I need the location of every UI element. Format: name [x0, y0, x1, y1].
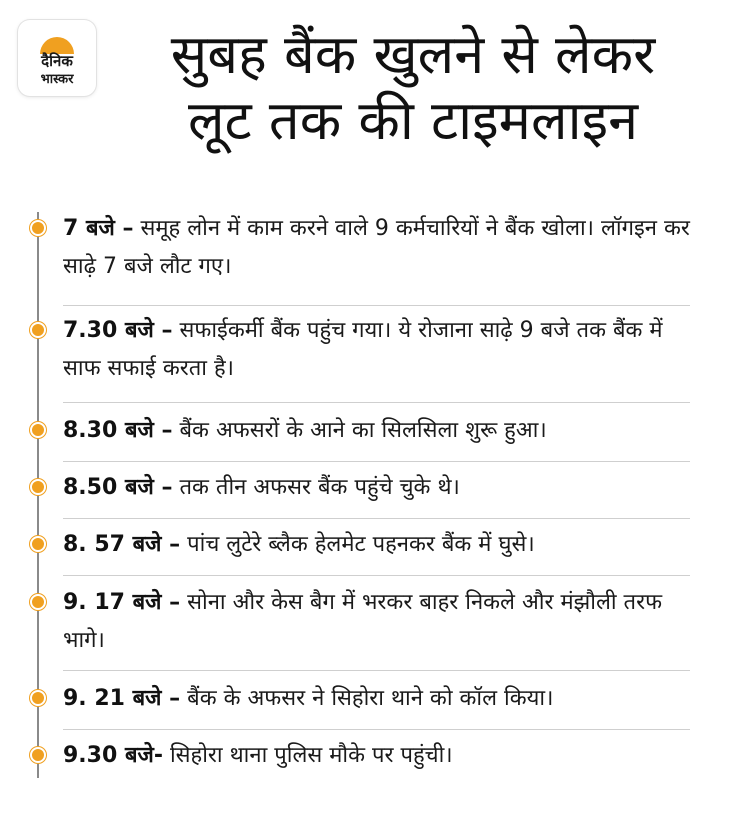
timeline-dot — [30, 747, 46, 763]
timeline-dot — [30, 690, 46, 706]
timeline-description: बैंक के अफसर ने सिहोरा थाने को कॉल किया। — [180, 686, 554, 711]
timeline-divider — [63, 518, 690, 519]
timeline-description: सिहोरा थाना पुलिस मौके पर पहुंची। — [162, 743, 453, 768]
timeline-entry-text — [63, 412, 703, 450]
timeline-divider — [63, 670, 690, 671]
timeline-entry-text — [63, 680, 703, 718]
timeline-time: 9. 17 बजे – — [63, 590, 181, 615]
timeline-description: तक तीन अफसर बैंक पहुंचे चुके थे। — [172, 475, 460, 500]
timeline-time: 7.30 बजे – — [63, 318, 173, 343]
timeline-divider — [63, 402, 690, 403]
timeline-description: सोना और केस बैग में भरकर बाहर निकले और मंझौली तरफ भागे। — [63, 590, 663, 653]
timeline-time: 9.30 बजे- — [63, 743, 163, 768]
timeline-dot — [30, 536, 46, 552]
timeline-dot — [30, 422, 46, 438]
timeline-time: 8. 57 बजे – — [63, 532, 181, 557]
timeline-entry-text — [63, 526, 703, 564]
timeline-description: सफाईकर्मी बैंक पहुंच गया। ये रोजाना साढ़े 9 बजे तक बैंक में साफ सफाई करता है। — [63, 318, 663, 381]
timeline-time: 8.30 बजे – — [63, 418, 173, 443]
timeline-divider — [63, 305, 690, 306]
page-title-line-2: लूट तक की टाइमलाइन — [187, 89, 639, 152]
timeline-divider — [63, 575, 690, 576]
timeline-dot — [30, 322, 46, 338]
timeline-entry-text — [63, 312, 703, 388]
timeline-entry-text — [63, 210, 703, 286]
timeline-time: 8.50 बजे – — [63, 475, 173, 500]
timeline-entry-text — [63, 469, 703, 507]
logo-text-line1: दैनिक — [41, 52, 73, 70]
page-title-line-1: सुबह बैंक खुलने से लेकर — [170, 23, 656, 86]
timeline-divider — [63, 461, 690, 462]
timeline-dot — [30, 479, 46, 495]
timeline-dot — [30, 594, 46, 610]
timeline-description: बैंक अफसरों के आने का सिलसिला शुरू हुआ। — [172, 418, 547, 443]
timeline-entry-text — [63, 737, 703, 775]
timeline-time: 7 बजे – — [63, 216, 134, 241]
timeline-description: समूह लोन में काम करने वाले 9 कर्मचारियों ने बैंक खोला। लॉगइन कर साढ़े 7 बजे लौट गए। — [63, 216, 690, 279]
timeline-description: पांच लुटेरे ब्लैक हेलमेट पहनकर बैंक में घुसे। — [180, 532, 535, 557]
timeline-dot — [30, 220, 46, 236]
timeline-time: 9. 21 बजे – — [63, 686, 181, 711]
timeline-divider — [63, 729, 690, 730]
timeline-entry-text — [63, 584, 703, 660]
logo-text-line2: भास्कर — [40, 72, 74, 87]
